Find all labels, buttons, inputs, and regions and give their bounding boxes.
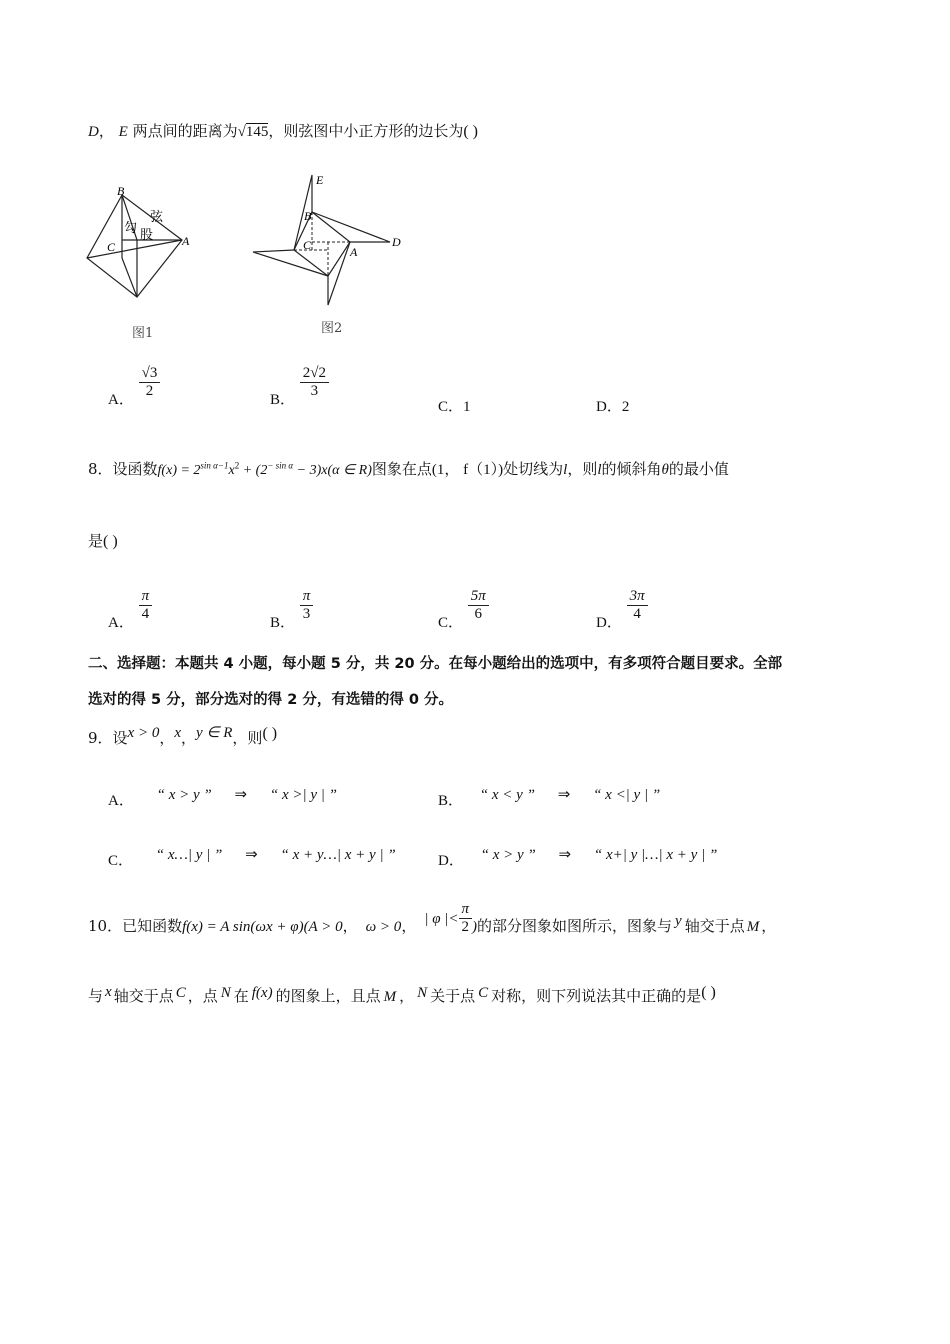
q8-function: $f(x) = 2^{sin \alpha-1}x^2 + (2^{- sin \alpha} - 3)x(\alpha$ ∈ R) [157, 460, 372, 478]
q8-number: 8．设函数 [88, 460, 158, 478]
q10-question-line-2: 与 x 轴交于点 C ，点 N 在 f(x) 的图象上，且点 M ， N 关于点 C 对称，则下列说法其中正确的是( ) [88, 984, 716, 1005]
q7-option-b[interactable]: B． $\frac{2√2}{3}$ [270, 365, 329, 400]
q7-text-2: ，则弦图中小正方形的边长为 [268, 122, 464, 140]
fraction: $\frac{√3}{2}$ [139, 365, 161, 400]
q8-option-a[interactable]: A． $\frac{\pi}{4}$ [108, 588, 152, 623]
q7-option-c[interactable]: C．1 [438, 399, 471, 415]
answer-paren: ( ) [103, 533, 118, 550]
sqrt-expression: √145 [237, 124, 269, 140]
fig1-label-b: B [117, 185, 125, 198]
outer-square [87, 195, 182, 297]
fig1-label-xian: 弦 [150, 209, 164, 224]
figure-1-caption: 图1 [132, 326, 154, 341]
q8-point: (1， f（1）) [431, 462, 504, 478]
q8-option-b[interactable]: B． $\frac{\pi}{3}$ [270, 588, 313, 623]
fig1-label-gu: 股 [140, 227, 154, 242]
q8-option-d[interactable]: D． $\frac{3\pi}{4}$ [596, 588, 648, 623]
point-d: D [88, 124, 99, 140]
q8-option-c[interactable]: C． $\frac{5\pi}{6}$ [438, 588, 489, 623]
q9-option-b[interactable]: B． “ x < y ” ⇒ “ x <| y | ” [438, 787, 661, 809]
fig2-label-d: D [392, 235, 401, 249]
q9-option-a[interactable]: A． “ x > y ” ⇒ “ x >| y | ” [108, 787, 338, 809]
q8-question-line-2: 是( ) [88, 532, 118, 550]
answer-paren: ( ) [262, 725, 278, 742]
q9-option-d[interactable]: D． “ x > y ” ⇒ “ x+| y |…| x + y | ” [438, 847, 718, 869]
q10-question-line-1: 10．已知函数f(x) = A sin(ωx + φ)(A > 0， ω > 0， | φ |< $\frac{\pi}{2}$ )的部分图象如图所示，图象与 y 轴交于点 M ， [88, 901, 777, 935]
q8-text-1: 图象在点 [371, 460, 432, 478]
fig2-label-a: A [350, 245, 358, 259]
answer-paren: ( ) [463, 123, 478, 140]
q9-question: 9．设x > 0，x，y ∈ R，则( ) [88, 725, 278, 747]
fig2-label-e: E [316, 173, 324, 187]
q8-question-line-1: 8．设函数$f(x) = 2^{sin \alpha-1}x^2 + (2^{- sin \alpha} - 3)x(\alpha$ ∈ R)图象在点(1， f（1）)处切线为l，则l的倾斜角θ的最小值 [88, 460, 729, 478]
section-2-heading-line-2: 选对的得 5 分，部分选对的得 2 分，有选错的得 0 分。 [88, 692, 454, 708]
point-e: E [118, 124, 128, 140]
phi-condition: | φ |< $\frac{\pi}{2}$ ) [424, 901, 478, 935]
section-2-heading-line-1: 二、选择题：本题共 4 小题，每小题 5 分，共 20 分。在每小题给出的选项中，有多项符合题目要求。全部 [88, 656, 783, 672]
figure-2-diagram [250, 170, 410, 320]
fig2-label-b: B [304, 209, 312, 223]
fig2-label-c: C [303, 238, 312, 252]
q7-question-line: D， E 两点间的距离为√145，则弦图中小正方形的边长为( ) [88, 122, 478, 140]
q9-option-c[interactable]: C． “ x…| y | ” ⇒ “ x + y…| x + y | ” [108, 847, 396, 869]
q7-option-a[interactable]: A． $\frac{√3}{2}$ [108, 365, 160, 400]
figure-1-diagram [82, 185, 197, 305]
fig1-label-a: A [182, 234, 190, 248]
figure-2-caption: 图2 [321, 321, 343, 336]
q7-option-d[interactable]: D．2 [596, 399, 630, 415]
q8-text-2: 处切线为 [503, 460, 564, 478]
fig1-label-gou: 勾 [124, 220, 138, 235]
q7-text-1: 两点间的距离为 [132, 122, 238, 140]
fig1-label-c: C [107, 240, 116, 254]
fraction: $\frac{2√2}{3}$ [300, 365, 329, 400]
answer-paren: ( ) [701, 984, 716, 1001]
